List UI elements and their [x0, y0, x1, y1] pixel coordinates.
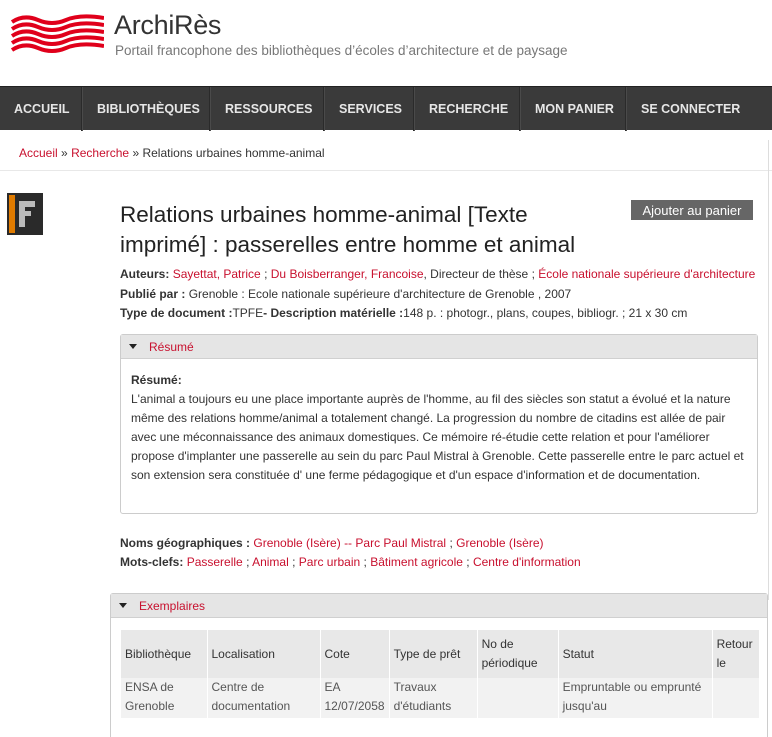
nav-se-connecter[interactable]: SE CONNECTER	[626, 87, 772, 131]
authors-label: Auteurs:	[120, 267, 170, 281]
author-link[interactable]: École nationale supérieure d'architecture	[538, 267, 756, 281]
keywords-line	[120, 555, 581, 569]
geo-label: Noms géographiques :	[120, 536, 251, 550]
published-value: Grenoble : Ecole nationale supérieure d'architecture de Grenoble , 2007	[188, 287, 572, 301]
collapse-triangle-icon	[119, 603, 127, 608]
nav-recherche[interactable]: RECHERCHE	[414, 87, 520, 131]
resume-header-label: Résumé	[149, 339, 194, 354]
published-line	[120, 287, 571, 301]
geo-line	[120, 536, 544, 550]
doctype-label: Type de document :	[120, 306, 233, 320]
resume-text: L'animal a toujours eu une place importante auprès de l'homme, au fil des siècles son statut a évolué et la nature même des relations homme/animal a totalement changé. La progression du nombre de citadins est allée de pair avec une méconnaissance des animaux domestiques. Ce mémoire ré-étudie cette relation et pour l'améliorer propose d'implanter une passerelle au sein du parc Paul Mistral à Grenoble. Cette passerelle entre le parc actuel et son extension sera constituée d' une ferme pédagogique et d'un espace d'information et de documentation.	[131, 392, 744, 482]
add-to-cart-button[interactable]: Ajouter au panier	[631, 200, 753, 220]
nav-mon-panier[interactable]: MON PANIER	[520, 87, 626, 131]
resume-panel-header[interactable]	[121, 335, 757, 359]
table-cell	[477, 678, 558, 718]
column-header: Localisation	[207, 630, 320, 678]
keyword-link[interactable]: Centre d'information	[472, 555, 581, 569]
site-title[interactable]: ArchiRès	[114, 10, 222, 40]
collapse-triangle-icon	[129, 344, 137, 349]
keyword-link[interactable]: Parc urbain	[298, 555, 361, 569]
table-cell: Empruntable ou emprunté jusqu'au	[558, 678, 712, 718]
main-nav	[0, 86, 772, 130]
doctype-value: TPFE	[232, 306, 264, 320]
separator: ;	[246, 555, 250, 569]
breadcrumb-home[interactable]: Accueil	[19, 146, 58, 160]
breadcrumb-current: Relations urbaines homme-animal	[142, 146, 325, 160]
exemplaires-table	[121, 630, 760, 718]
doctype-line	[120, 306, 687, 320]
description-label: - Description matérielle :	[263, 306, 404, 320]
nav-services[interactable]: SERVICES	[324, 87, 414, 131]
geo-link[interactable]: Grenoble (Isère)	[456, 536, 544, 550]
author-role: , Directeur de thèse	[423, 267, 529, 281]
column-header: Cote	[320, 630, 389, 678]
geo-link[interactable]: Grenoble (Isère) -- Parc Paul Mistral	[253, 536, 447, 550]
table-cell: Centre de documentation	[207, 678, 320, 718]
keyword-link[interactable]: Bâtiment agricole	[370, 555, 463, 569]
keyword-link[interactable]: Passerelle	[186, 555, 243, 569]
table-row	[121, 678, 759, 718]
author-link[interactable]: Sayettat, Patrice	[172, 267, 261, 281]
resume-label: Résumé:	[131, 373, 182, 387]
exemplaires-panel-header[interactable]	[111, 594, 767, 618]
description-value: 148 p. : photogr., plans, coupes, bibliogr. ; 21 x 30 cm	[403, 306, 688, 320]
column-header: Statut	[558, 630, 712, 678]
document-type-icon	[7, 193, 43, 235]
site-header	[0, 0, 772, 85]
authors-line	[120, 267, 755, 281]
table-cell	[712, 678, 759, 718]
nav-bibliotheques[interactable]: BIBLIOTHÈQUES	[82, 87, 210, 131]
breadcrumb-separator: »	[132, 146, 140, 160]
exemplaires-header-label: Exemplaires	[139, 598, 206, 613]
separator: ;	[531, 267, 535, 281]
separator: ;	[363, 555, 367, 569]
separator: ;	[466, 555, 470, 569]
column-header: Type de prêt	[389, 630, 477, 678]
breadcrumb-separator: »	[61, 146, 68, 160]
table-cell: EA 12/07/2058	[320, 678, 389, 718]
nav-accueil[interactable]: ACCUEIL	[0, 87, 82, 131]
record-title: Relations urbaines homme-animal [Texte imprimé] : passerelles entre homme et animal	[120, 202, 576, 257]
archires-logo[interactable]	[10, 12, 104, 56]
resume-panel	[120, 334, 758, 514]
keyword-link[interactable]: Animal	[252, 555, 289, 569]
site-subtitle: Portail francophone des bibliothèques d’écoles d’architecture et de paysage	[115, 43, 568, 58]
table-cell: Travaux d'étudiants	[389, 678, 477, 718]
published-label: Publié par :	[120, 287, 186, 301]
separator: ;	[292, 555, 296, 569]
nav-ressources[interactable]: RESSOURCES	[210, 87, 324, 131]
breadcrumb-search[interactable]: Recherche	[71, 146, 130, 160]
table-cell: ENSA de Grenoble	[121, 678, 207, 718]
breadcrumb	[19, 146, 325, 160]
separator: ;	[264, 267, 268, 281]
keywords-label: Mots-clefs:	[120, 555, 184, 569]
separator: ;	[449, 536, 453, 550]
divider	[768, 140, 769, 600]
table-header-row	[121, 630, 759, 678]
author-link[interactable]: Du Boisberranger, Francoise	[270, 267, 424, 281]
column-header: No de périodique	[477, 630, 558, 678]
divider	[0, 170, 772, 171]
column-header: Retour le	[712, 630, 759, 678]
column-header: Bibliothèque	[121, 630, 207, 678]
